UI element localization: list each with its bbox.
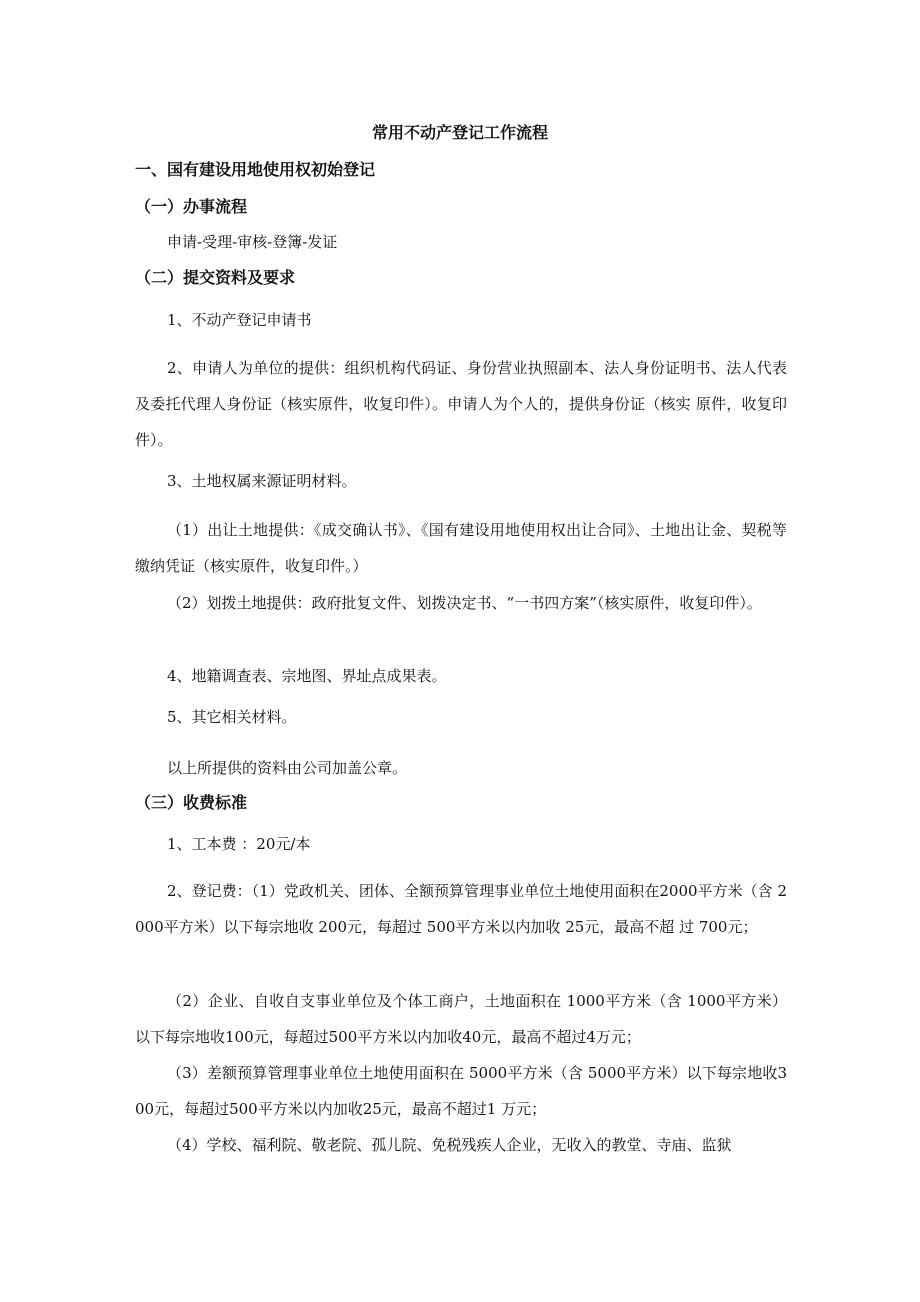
fee-item-2-3: （3）差额预算管理事业单位土地使用面积在 5000平方米（含 5000平方米）以下每宗地收300元，每超过500平方米以内加收25元，最高不超过1 万元； — [135, 1064, 787, 1118]
fee-item-2-2: （2）企业、自收自支事业单位及个体工商户，土地面积在 1000平方米（含 1000平方米）以下每宗地收100元，每超过500平方米以内加收40元，最高不超过4万元； — [135, 992, 787, 1046]
subsection-heading-process: （一）办事流程 — [135, 197, 248, 216]
material-item-4: 4、地籍调查表、宗地图、界址点成果表。 — [167, 667, 447, 685]
fee-item-1: 1、工本费 ：20元/本 — [167, 835, 311, 853]
material-item-3-2: （2）划拨土地提供：政府批复文件、划拨决定书、“一书四方案”（核实原件，收复印件）。 — [167, 594, 762, 612]
document-title: 常用不动产登记工作流程 — [371, 123, 548, 142]
materials-note: 以上所提供的资料由公司加盖公章。 — [167, 759, 408, 777]
material-item-3: 3、土地权属来源证明材料。 — [167, 472, 357, 490]
subsection-heading-fees: （三）收费标准 — [135, 793, 248, 812]
material-item-3-1: （1）出让土地提供：《成交确认书》、《国有建设用地使用权出让合同》、土地出让金、契税等缴纳凭证（核实原件，收复印件。） — [135, 521, 787, 575]
material-item-1: 1、不动产登记申请书 — [167, 311, 312, 329]
fee-item-2-4: （4）学校、福利院、敬老院、孤儿院、免税残疾人企业，无收入的教堂、寺庙、监狱 — [167, 1136, 732, 1154]
process-steps: 申请-受理-审核-登簿-发证 — [167, 233, 338, 251]
material-item-5: 5、其它相关材料。 — [167, 708, 297, 726]
section-heading-1: 一、国有建设用地使用权初始登记 — [135, 160, 376, 179]
fee-item-2: 2、登记费：（1）党政机关、团体、全额预算管理事业单位土地使用面积在2000平方米（含 2000平方米）以下每宗地收 200元，每超过 500平方米以内加收 25元，最高不超 过 700元； — [135, 882, 787, 936]
subsection-heading-materials: （二）提交资料及要求 — [135, 268, 296, 287]
material-item-2: 2、申请人为单位的提供：组织机构代码证、身份营业执照副本、法人身份证明书、法人代表及委托代理人身份证（核实原件，收复印件）。申请人为个人的，提供身份证（核实 原件，收复印件）。 — [135, 359, 787, 449]
